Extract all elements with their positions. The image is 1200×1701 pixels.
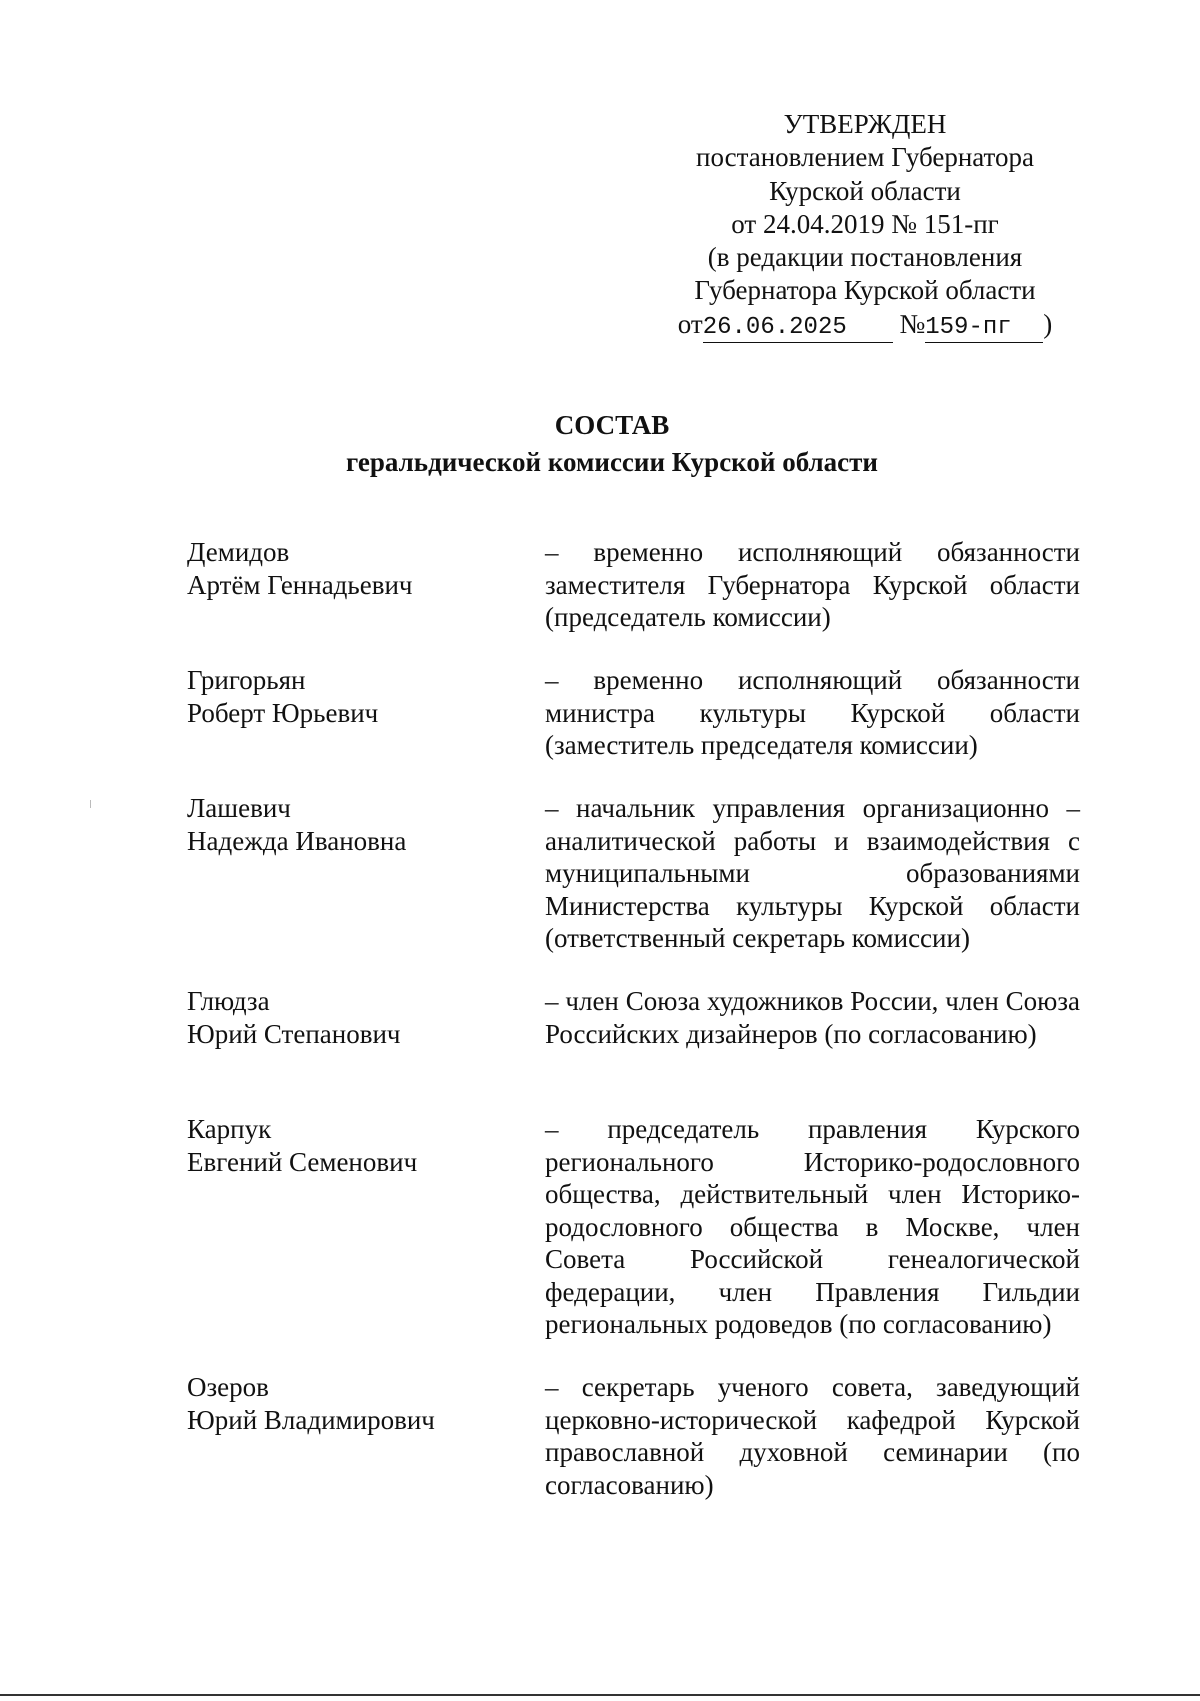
member-surname: Демидов [187,537,290,567]
member-role: – временно исполняющий обязанности заместителя Губернатора Курской области (председатель комиссии) [545,537,1080,632]
title-sub: геральдической комиссии Курской области [346,447,878,477]
page-bottom-edge [0,1694,1200,1696]
member-given-names: Юрий Владимирович [187,1404,435,1435]
approval-line-2: Курской области [769,175,961,206]
member-surname: Глюдза [187,986,270,1016]
member-row [187,536,1080,664]
title-main: СОСТАВ [554,410,670,440]
member-given-names: Евгений Семенович [187,1146,418,1177]
revision-date: 26.06.2025 [703,314,893,343]
document-title [0,407,1200,481]
member-name [187,536,545,664]
member-role: – начальник управления организационно – аналитической работы и взаимодействия с муниципальными образованиями Министерства культуры Курской области (ответственный секретарь комиссии) [545,793,1080,953]
member-given-names: Артём Геннадьевич [187,569,413,600]
member-role: – член Союза художников России, член Союза Российских дизайнеров (по согласованию) [545,986,1080,1049]
member-given-names: Надежда Ивановна [187,825,407,856]
number-prefix: № [899,308,926,339]
member-name [187,792,545,985]
member-row [187,985,1080,1113]
scan-artifact [90,800,91,808]
approval-heading: УТВЕРЖДЕН [783,109,947,139]
member-role: – секретарь ученого совета, заведующий церковно-исторической кафедрой Курской православной духовной семинарии (по согласованию) [545,1372,1080,1500]
member-role: – председатель правления Курского регионального Историко-родословного общества, действительный член Историко-родословного общества в Москве, член Совета Российской генеалогической федерации, член Правления Гильдии региональных родоведов (по согласованию) [545,1114,1080,1339]
approval-line-4: (в редакции постановления [707,242,1023,273]
member-surname: Григорьян [187,665,306,695]
member-surname: Лашевич [187,793,291,823]
member-surname: Озеров [187,1372,269,1402]
approval-line-5: Губернатора Курской области [694,275,1036,306]
from-prefix: от [677,308,703,339]
revision-number: 159-пг [925,314,1043,343]
member-row [187,1371,1080,1501]
approval-revision-line [655,308,1075,343]
member-name [187,1113,545,1371]
member-name [187,985,545,1113]
member-given-names: Роберт Юрьевич [187,697,379,728]
member-role: – временно исполняющий обязанности министра культуры Курской области (заместитель председателя комиссии) [545,665,1080,760]
approval-line-3: от 24.04.2019 № 151-пг [731,208,999,239]
member-name [187,1371,545,1501]
approval-line-1: постановлением Губернатора [696,142,1034,173]
member-row [187,664,1080,792]
member-given-names: Юрий Степанович [187,1018,401,1049]
approval-stamp [655,108,1075,343]
member-row [187,1113,1080,1371]
members-list [187,536,1080,1501]
closing-paren: ) [1043,308,1053,339]
member-surname: Карпук [187,1114,272,1144]
member-name [187,664,545,792]
member-row [187,792,1080,985]
